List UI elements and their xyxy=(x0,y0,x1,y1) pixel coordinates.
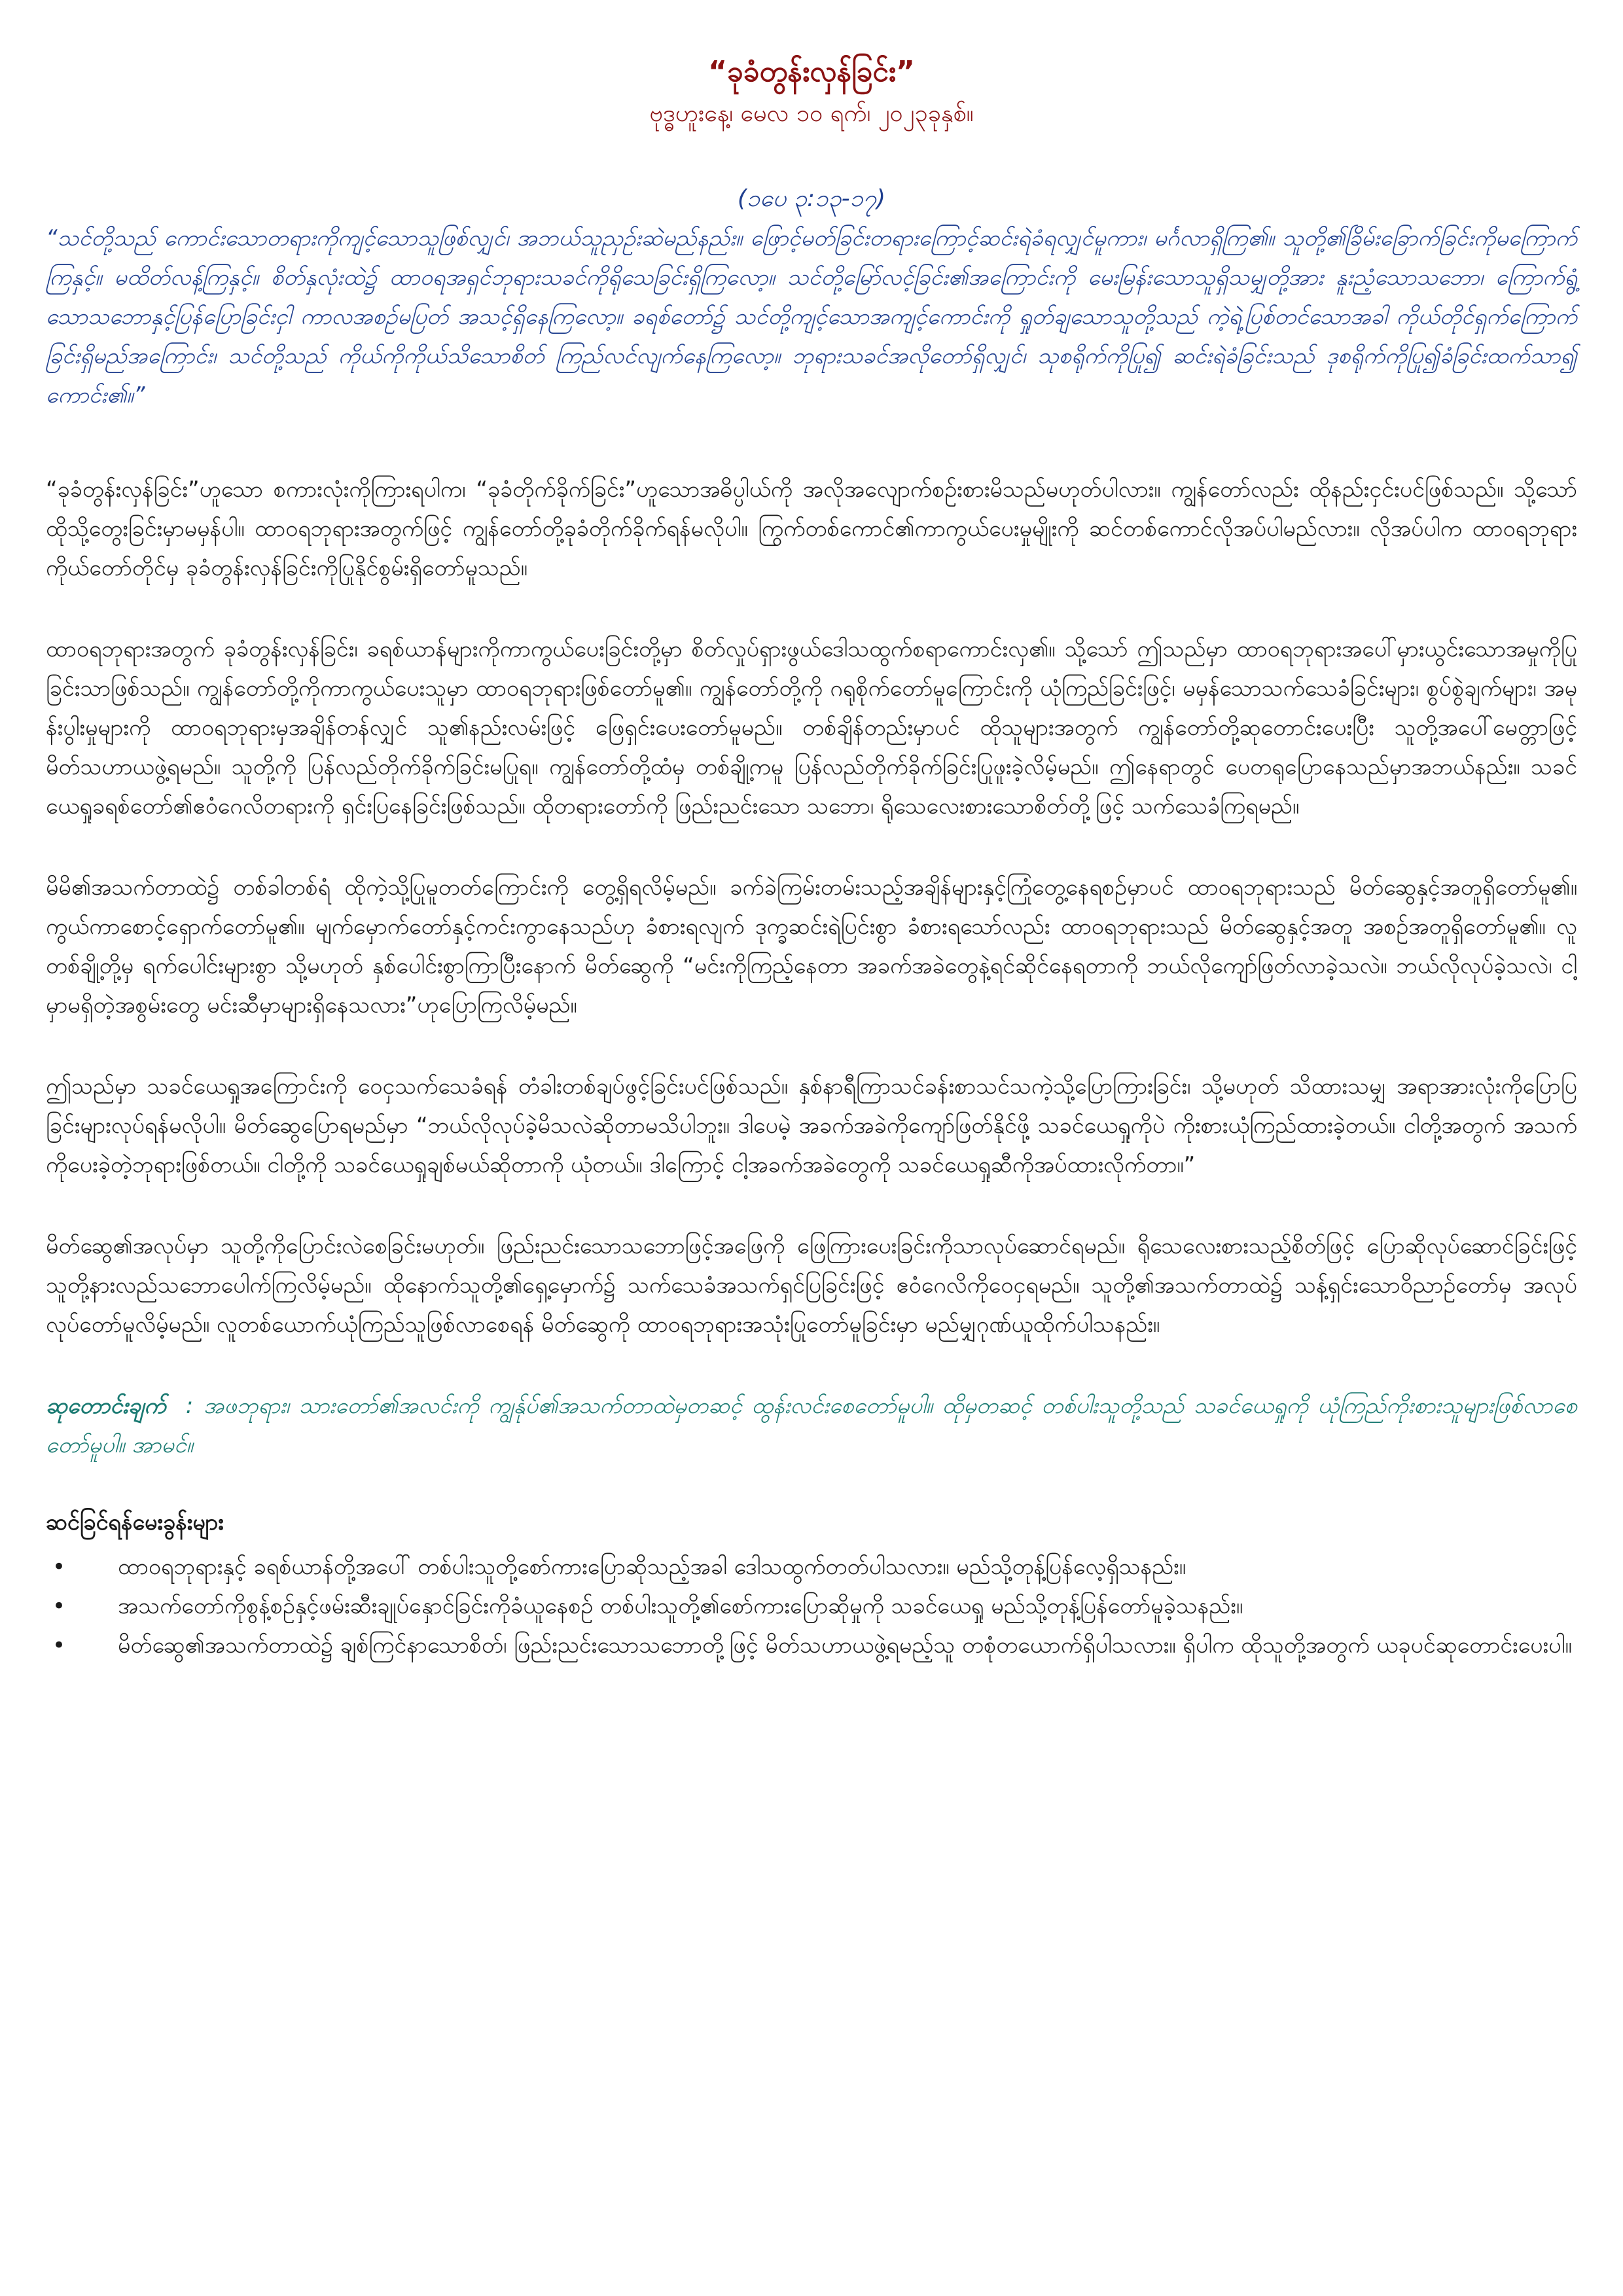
questions-title: ဆင်ခြင်ရန်မေးခွန်းများ xyxy=(46,1509,224,1535)
body-paragraph: ဤသည်မှာ သခင်ယေရှုအကြောင်းကို ဝေငှသက်သေခံရန် တံခါးတစ်ချပ်ဖွင့်ခြင်းပင်ဖြစ်သည်။ နှစ်နာရီကြာသင်ခန်းစာသင်သကဲ့သို့ပြောကြားခြင်း၊ သို့မဟုတ် သိထားသမျှ အရာအားလုံးကိုပြောပြခြင်းများလုပ်ရန်မလိုပါ။ မိတ်ဆွေပြောရမည်မှာ “ဘယ်လိုလုပ်ခဲ့မိသလဲဆိုတာမသိပါဘူး။ ဒါပေမဲ့ အခက်အခဲကိုကျော်ဖြတ်နိုင်ဖို့ သခင်ယေရှုကိုပဲ ကိုးစားယုံကြည်ထားခဲ့တယ်။ ငါတို့အတွက် အသက်ကိုပေးခဲ့တဲ့ဘုရားဖြစ်တယ်။ ငါတို့ကို သခင်ယေရှုချစ်မယ်ဆိုတာကို ယုံတယ်။ ဒါကြောင့် ငါ့အခက်အခဲတွေကို သခင်ယေရှုဆီကိုအပ်ထားလိုက်တာ။” xyxy=(46,1073,1577,1178)
verse-text: “သင်တို့သည် ကောင်းသောတရားကိုကျင့်သောသူဖြစ်လျှင်၊ အဘယ်သူညှဉ်းဆဲမည်နည်း။ ဖြောင့်မတ်ခြင်းတရားကြောင့်ဆင်းရဲခံရလျှင်မူကား၊ မင်္ဂလာရှိကြ၏။ သူတို့၏ခြိမ်းခြောက်ခြင်းကိုမကြောက်ကြနှင့်။ မထိတ်လန့်ကြနှင့်။ စိတ်နှလုံးထဲ၌ ထာဝရအရှင်ဘုရားသခင်ကိုရိုသေခြင်းရှိကြလော့။ သင်တို့မြော်လင့်ခြင်း၏အကြောင်းကို မေးမြန်းသောသူရှိသမျှတို့အား နူးညံ့သောသဘော၊ ကြောက်ရွံ့သောသဘောနှင့်ပြန်ပြောခြင်းငှါ ကာလအစဉ်မပြတ် အသင့်ရှိနေကြလော့။ ခရစ်တော်၌ သင်တို့ကျင့်သောအကျင့်ကောင်းကို ရှုတ်ချသောသူတို့သည် ကဲ့ရဲ့ပြစ်တင်သောအခါ ကိုယ်တိုင်ရှက်ကြောက်ခြင်းရှိမည်အကြောင်း၊ သင်တို့သည် ကိုယ်ကိုကိုယ်သိသောစိတ် ကြည်လင်လျက်နေကြလော့။ ဘုရားသခင်အလိုတော်ရှိလျှင်၊ သုစရိုက်ကိုပြု၍ ဆင်းရဲခံခြင်းသည် ဒုစရိုက်ကိုပြု၍ခံခြင်းထက်သာ၍ ကောင်း၏။” xyxy=(46,225,1577,408)
body-paragraph: ထာဝရဘုရားအတွက် ခုခံတွန်းလှန်ခြင်း၊ ခရစ်ယာန်များကိုကာကွယ်ပေးခြင်းတို့မှာ စိတ်လှုပ်ရှားဖွယ်ဒေါသထွက်စရာကောင်းလှ၏။ သို့သော် ဤသည်မှာ ထာဝရဘုရားအပေါ်မှားယွင်းသောအမှုကိုပြုခြင်းသာဖြစ်သည်။ ကျွန်တော်တို့ကိုကာကွယ်ပေးသူမှာ ထာဝရဘုရားဖြစ်တော်မူ၏။ ကျွန်တော်တို့ကို ဂရုစိုက်တော်မူကြောင်းကို ယုံကြည်ခြင်းဖြင့်၊ မမှန်သောသက်သေခံခြင်းများ၊ စွပ်စွဲချက်များ၊ အမုန်းပွါးမှုများကို ထာဝရဘုရားမှအချိန်တန်လျှင် သူ၏နည်းလမ်းဖြင့် ဖြေရှင်းပေးတော်မူမည်။ တစ်ချိန်တည်းမှာပင် ထိုသူများအတွက် ကျွန်တော်တို့ဆုတောင်းပေးပြီး သူတို့အပေါ်မေတ္တာဖြင့် မိတ်သဟာယဖွဲ့ရမည်။ သူတို့ကို ပြန်လည်တိုက်ခိုက်ခြင်းမပြုရ။ ကျွန်တော်တို့ထံမှ တစ်ချို့ကမူ ပြန်လည်တိုက်ခိုက်ခြင်းပြုဖူးခဲ့လိမ့်မည်။ ဤနေရာတွင် ပေတရုပြောနေသည်မှာအဘယ်နည်း။ သခင်ယေရှုခရစ်တော်၏ဧဝံဂေလိတရားကို ရှင်းပြနေခြင်းဖြစ်သည်။ ထိုတရားတော်ကို ဖြည်းညင်းသော သဘော၊ ရိုသေလေးစားသောစိတ်တို့ဖြင့် သက်သေခံကြရမည်။ xyxy=(46,636,1577,819)
prayer-text: အဖဘုရား၊ သားတော်၏အလင်းကို ကျွန်ုပ်၏အသက်တာထဲမှတဆင့် ထွန်းလင်းစေတော်မူပါ။ ထိုမှတဆင့် တစ်ပါးသူတို့သည် သခင်ယေရှုကို ယုံကြည်ကိုးစားသူများဖြစ်လာစေတော်မူပါ။ အာမင်။ xyxy=(46,1393,1577,1458)
page-title: “ခုခံတွန်းလှန်ခြင်း” xyxy=(708,55,915,88)
body-paragraph: မိမိ၏အသက်တာထဲ၌ တစ်ခါတစ်ရံ ထိုကဲ့သို့ပြုမူတတ်ကြောင်းကို တွေ့ရှိရလိမ့်မည်။ ခက်ခဲကြမ်းတမ်းသည့်အချိန်များနှင့်ကြုံတွေ့နေရစဉ်မှာပင် ထာဝရဘုရားသည် မိတ်ဆွေနှင့်အတူရှိတော်မူ၏။ ကွယ်ကာစောင့်ရှောက်တော်မူ၏။ မျက်မှောက်တော်နှင့်ကင်းကွာနေသည်ဟု ခံစားရလျက် ဒုက္ခဆင်းရဲပြင်းစွာ ခံစားရသော်လည်း ထာဝရဘုရားသည် မိတ်ဆွေနှင့်အတူ အစဉ်အတူရှိတော်မူ၏။ လူတစ်ချို့တို့မှ ရက်ပေါင်းများစွာ သို့မဟုတ် နှစ်ပေါင်းစွာကြာပြီးနောက် မိတ်ဆွေကို “မင်းကိုကြည့်နေတာ အခက်အခဲတွေနဲ့ရင်ဆိုင်နေရတာကို ဘယ်လိုကျော်ဖြတ်လာခဲ့သလဲ။ ဘယ်လိုလုပ်ခဲ့သလဲ၊ ငါ့မှာမရှိတဲ့အစွမ်းတွေ မင်းဆီမှာများရှိနေသလား”ဟုပြောကြလိမ့်မည်။ xyxy=(46,874,1577,1018)
list-item xyxy=(52,1587,1577,1626)
date-line: ဗုဒ္ဓဟူးနေ့၊ မေလ ၁၀ ရက်၊ ၂၀၂၃ခုနှစ်။ xyxy=(649,100,974,127)
prayer-label: ဆုတောင်းချက် xyxy=(46,1393,166,1419)
question-text: အသက်တော်ကိုစွန့်စဉ်နှင့်ဖမ်းဆီးချုပ်နှောင်ခြင်းကိုခံယူနေစဉ် တစ်ပါးသူတို့၏စော်ကားပြောဆိုမှုကို သခင်ယေရှု မည်သို့တုန့်ပြန်တော်မူခဲ့သနည်း။ xyxy=(118,1593,1243,1619)
question-text: ထာဝရဘုရားနှင့် ခရစ်ယာန်တို့အပေါ် တစ်ပါးသူတို့စော်ကားပြောဆိုသည့်အခါ ဒေါသထွက်တတ်ပါသလား။ မည်သို့တုန့်ပြန်လေ့ရှိသနည်း။ xyxy=(118,1554,1186,1580)
body-paragraph: “ခုခံတွန်းလှန်ခြင်း”ဟူသော စကားလုံးကိုကြားရပါက၊ “ခုခံတိုက်ခိုက်ခြင်း”ဟူသောအဓိပ္ပါယ်ကို အလိုအလျောက်စဉ်းစားမိသည်မဟုတ်ပါလား။ ကျွန်တော်လည်း ထိုနည်းငှင်းပင်ဖြစ်သည်။ သို့သော် ထိုသို့တွေးခြင်းမှာမမှန်ပါ။ ထာဝရဘုရားအတွက်ဖြင့် ကျွန်တော်တို့ခုခံတိုက်ခိုက်ရန်မလိုပါ။ ကြွက်တစ်ကောင်၏ကာကွယ်ပေးမှုမျိုးကို ဆင်တစ်ကောင်လိုအပ်ပါမည်လား။ လိုအပ်ပါက ထာဝရဘုရားကိုယ်တော်တိုင်မှ ခုခံတွန်းလှန်ခြင်းကိုပြုနိုင်စွမ်းရှိတော်မူသည်။ xyxy=(46,476,1577,581)
bullet-icon: • xyxy=(52,1593,66,1619)
bullet-icon: • xyxy=(52,1554,66,1580)
body-paragraph: မိတ်ဆွေ၏အလုပ်မှာ သူတို့ကိုပြောင်းလဲစေခြင်းမဟုတ်။ ဖြည်းညင်းသောသဘောဖြင့်အဖြေကို ဖြေကြားပေးခြင်းကိုသာလုပ်ဆောင်ရမည်။ ရိုသေလေးစားသည့်စိတ်ဖြင့် ပြောဆိုလုပ်ဆောင်ခြင်းဖြင့် သူတို့နားလည်သဘောပေါက်ကြလိမ့်မည်။ ထိုနောက်သူတို့၏ရှေ့မှောက်၌ သက်သေခံအသက်ရှင်ပြခြင်းဖြင့် ဧဝံဂေလိကိုဝေငှရမည်။ သူတို့၏အသက်တာထဲ၌ သန့်ရှင်းသောဝိညာဉ်တော်မှ အလုပ်လုပ်တော်မူလိမ့်မည်။ လူတစ်ယောက်ယုံကြည်သူဖြစ်လာစေရန် မိတ်ဆွေကို ထာဝရဘုရားအသုံးပြုတော်မူခြင်းမှာ မည်မျှဂုဏ်ယူထိုက်ပါသနည်း။ xyxy=(46,1233,1577,1338)
question-text: မိတ်ဆွေ၏အသက်တာထဲ၌ ချစ်ကြင်နာသောစိတ်၊ ဖြည်းညင်းသောသဘောတို့ဖြင့် မိတ်သဟာယဖွဲ့ရမည့်သူ တစုံတယောက်ရှိပါသလား။ ရှိပါက ထိုသူတို့အတွက် ယခုပင်ဆုတောင်းပေးပါ။ xyxy=(118,1632,1572,1659)
list-item xyxy=(52,1547,1577,1587)
bullet-icon: • xyxy=(52,1632,66,1659)
questions-list xyxy=(46,1547,1577,1665)
prayer-separator: : xyxy=(185,1393,194,1419)
list-item xyxy=(52,1626,1577,1665)
verse-reference: (၁ပေ ၃:၁၃-၁၇) xyxy=(737,185,886,212)
prayer xyxy=(46,1386,1577,1465)
